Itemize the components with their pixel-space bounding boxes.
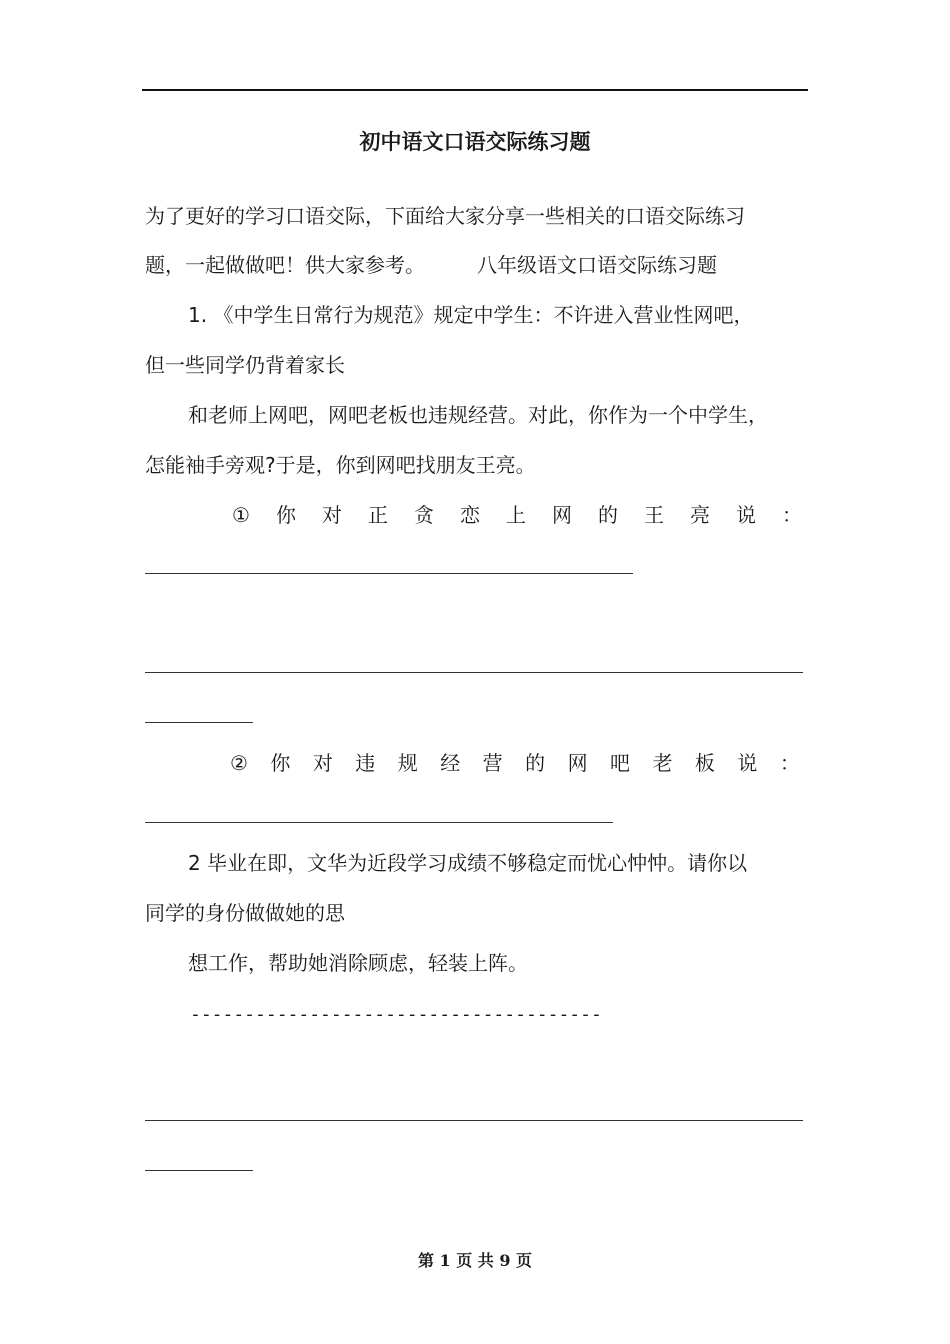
prompt-char: 王 — [643, 503, 664, 527]
prompt-char: ： — [779, 751, 800, 775]
question-2-line-1: 2 毕业在即，文华为近段学习成绩不够稳定而忧心忡忡。请你以 — [188, 851, 748, 875]
prompt-char: ① — [232, 503, 250, 527]
prompt-char: 网 — [551, 503, 572, 527]
prompt-char: 规 — [397, 751, 418, 775]
intro-line-1: 为了更好的学习口语交际，下面给大家分享一些相关的口语交际练习 — [145, 204, 745, 228]
prompt-char: 说 — [735, 503, 756, 527]
question-2-line-3: 想工作，帮助她消除顾虑，轻装上阵。 — [188, 951, 528, 975]
question-1-line-3: 和老师上网吧，网吧老板也违规经营。对此，你作为一个中学生， — [188, 403, 768, 427]
prompt-char: 对 — [321, 503, 342, 527]
answer-line — [145, 1120, 803, 1121]
prompt-char: 贪 — [413, 503, 434, 527]
prompt-char: 你 — [270, 751, 291, 775]
question-1-line-4: 怎能袖手旁观?于是，你到网吧找朋友王亮。 — [145, 453, 536, 477]
dashed-answer-line: -------------------------------------- — [190, 1004, 602, 1025]
prompt-char: 你 — [275, 503, 296, 527]
prompt-char: 违 — [355, 751, 376, 775]
intro-line-2 — [145, 251, 717, 279]
prompt-char: 上 — [505, 503, 526, 527]
prompt-char: 亮 — [689, 503, 710, 527]
prompt-char: 老 — [652, 751, 673, 775]
question-1-prompt-2 — [230, 749, 800, 777]
question-1-prompt-1 — [232, 501, 802, 529]
prompt-char: 说 — [737, 751, 758, 775]
prompt-char: ② — [230, 751, 248, 775]
intro-text: 题，一起做做吧！供大家参考。 — [145, 253, 425, 277]
answer-line — [145, 722, 253, 723]
answer-line — [145, 1170, 253, 1171]
prompt-char: 的 — [525, 751, 546, 775]
page-number: 第 1 页 共 9 页 — [417, 1251, 533, 1270]
prompt-char: 对 — [312, 751, 333, 775]
answer-line — [145, 573, 633, 574]
question-1-line-2: 但一些同学仍背着家长 — [145, 353, 345, 377]
answer-line — [145, 822, 613, 823]
page-title: 初中语文口语交际练习题 — [359, 130, 591, 154]
prompt-char: 经 — [440, 751, 461, 775]
answer-line — [145, 672, 803, 673]
prompt-char: 营 — [482, 751, 503, 775]
section-heading: 八年级语文口语交际练习题 — [477, 253, 717, 277]
question-2-line-2: 同学的身份做做她的思 — [145, 901, 345, 925]
prompt-char: 恋 — [459, 503, 480, 527]
prompt-char: 网 — [567, 751, 588, 775]
prompt-char: 吧 — [610, 751, 631, 775]
prompt-char: ： — [781, 503, 802, 527]
prompt-char: 板 — [694, 751, 715, 775]
header-rule — [142, 89, 808, 91]
prompt-char: 的 — [597, 503, 618, 527]
prompt-char: 正 — [367, 503, 388, 527]
question-1-line-1: 1. 《中学生日常行为规范》规定中学生：不许进入营业性网吧， — [188, 303, 754, 327]
